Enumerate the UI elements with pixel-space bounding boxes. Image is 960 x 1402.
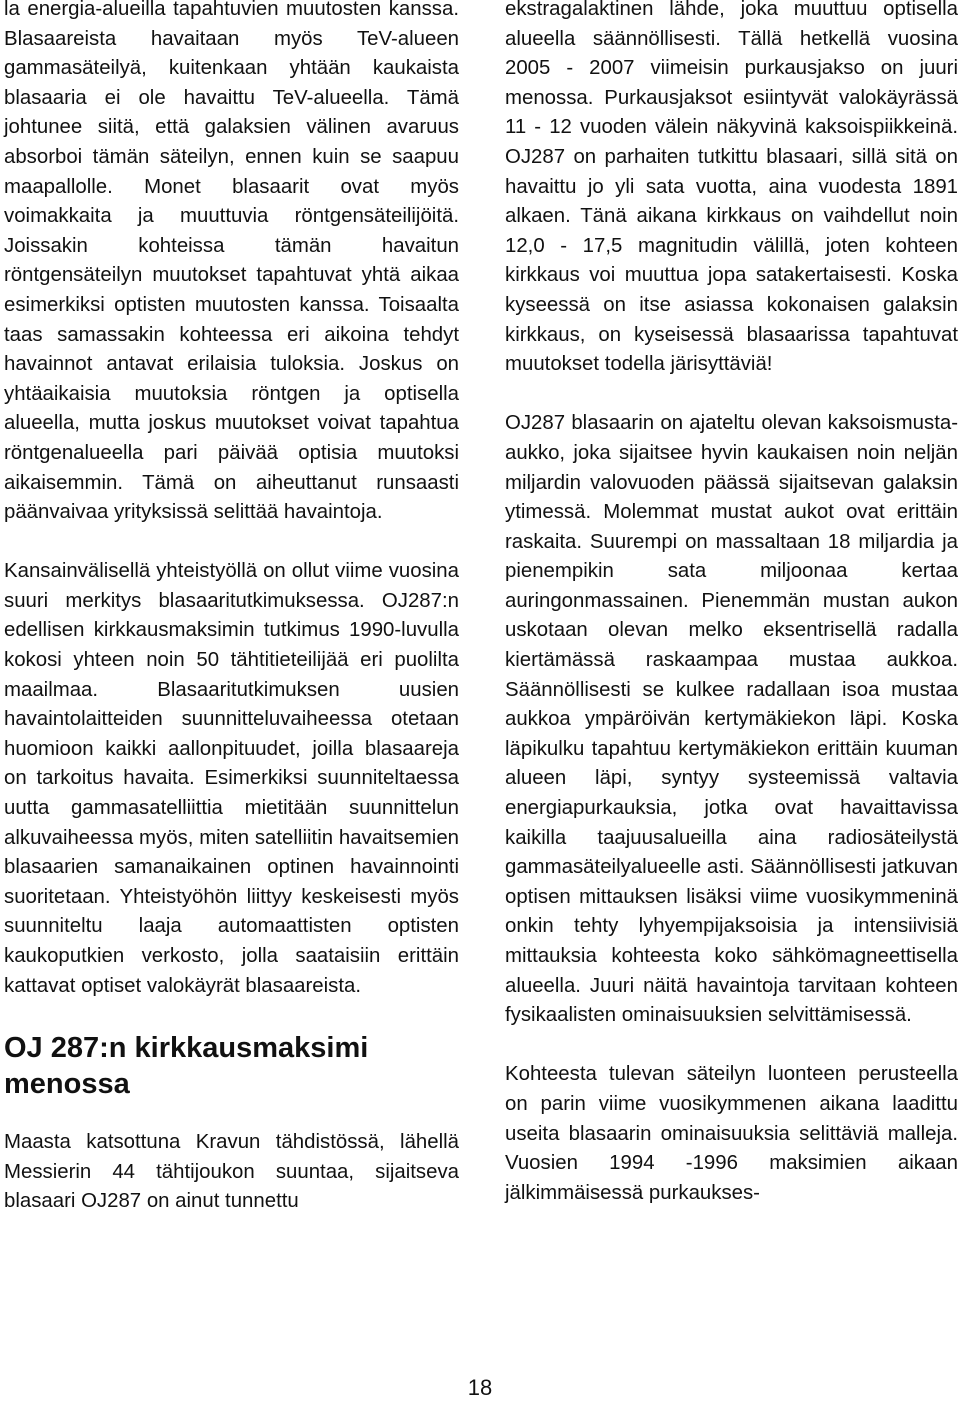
body-paragraph: Maasta katsottuna Kravun tähdistössä, lähellä Messierin 44 tähtijoukon suuntaa, sijaitseva blasaari OJ287 on ainut tunnettu	[4, 1131, 459, 1213]
page-number: 18	[467, 1375, 493, 1400]
left-column	[4, 0, 459, 1217]
body-paragraph: Kohteesta tulevan säteilyn luonteen perusteella on parin viime vuosikymmenen aikana laadittu useita blasaarin ominaisuuksia selittäviä malleja. Vuosien 1994 -1996 maksimien aikaan jälkimmäisessä purkaukses-	[505, 1063, 958, 1204]
right-column	[505, 0, 958, 1208]
body-paragraph: OJ287 blasaarin on ajateltu olevan kaksoismusta-aukko, joka sijaitsee hyvin kaukaisen noin neljän miljardin valovuoden päässä sijaitsevan galaksin ytimessä. Molemmat mustat aukot ovat erittäin raskaita. Suurempi on massaltaan 18 miljardia ja pienempikin sata miljoonaa kertaa auringonmassainen. Pienemmän mustan aukon uskotaan olevan melko eksentrisellä radalla kiertämässä raskaampaa mustaa aukkoa. Säännöllisesti se kulkee radallaan isoa mustaa aukkoa ympäröivän kertymäkiekon läpi. Koska läpikulku tapahtuu kertymäkiekon erittäin kuuman alueen läpi, syntyy systeemissä valtavia energiapurkauksia, jotka ovat havaittavissa kaikilla taajuusalueilla aina radiosäteilystä gammasäteilyalueelle asti. Säännöllisesti jatkuvan optisen mittauksen lisäksi viime vuosikymmeninä onkin tehty lyhyempijaksoisia ja intensiivisiä mittauksia kohteesta koko sähkömagneettisella alueella. Juuri näitä havaintoja tarvitaan kohteen fysikaalisten ominaisuuksien selvittämisessä.	[505, 412, 958, 1027]
body-paragraph: Kansainvälisellä yhteistyöllä on ollut viime vuosina suuri merkitys blasaaritutkimuksessa. OJ287:n edellisen kirkkausmaksimin tutkimus 1990-luvulla kokosi yhteen noin 50 tähtitieteilijää eri puolilta maailmaa. Blasaaritutkimuksen uusien havaintolaitteiden suunnitteluvaiheessa otetaan huomioon kaikki aallonpituudet, joilla blasaareja on tarkoitus havaita. Esimerkiksi suunniteltaessa uutta gammasatelliittia mietitään suunnittelun alkuvaiheessa myös, miten satelliitin havaitsemien blasaarien samanaikainen optinen havainnointi suoritetaan. Yhteistyöhön liittyy keskeisesti myös suunniteltu laaja automaattisten optisten kaukoputkien verkosto, jolla saataisiin erittäin kattavat optiset valokäyrät blasaareista.	[4, 560, 459, 997]
body-paragraph: ekstragalaktinen lähde, joka muuttuu optisella alueella säännöllisesti. Tällä hetkellä vuosina 2005 - 2007 viimeisin purkausjakso on juuri menossa. Purkausjaksot esiintyvät valokäyrässä 11 - 12 vuoden välein näkyvinä kaksoispiikkeinä. OJ287 on parhaiten tutkittu blasaari, sillä sitä on havaittu jo yli sata vuotta, aina vuodesta 1891 alkaen. Tänä aikana kirkkaus on vaihdellut noin 12,0 - 17,5 magnitudin välillä, joten kohteen kirkkaus voi muuttua jopa satakertaisesti. Koska kyseessä on itse asiassa kokonaisen galaksin kirkkaus, on kyseisessä blasaarissa tapahtuvat muutokset todella järisyttäviä!	[505, 0, 958, 376]
body-paragraph: la energia-alueilla tapahtuvien muutosten kanssa. Blasaareista havaitaan myös TeV-alueen gammasäteilyä, kuitenkaan yhtään kaukaista blasaaria ei ole havaittu TeV-alueella. Tämä johtunee siitä, että galaksien välinen avaruus absorboi tämän säteilyn, ennen kuin se saapuu maapallolle. Monet blasaarit ovat myös voimakkaita ja muuttuvia röntgensäteilijöitä. Joissakin kohteissa tämän havaitun röntgensäteilyn muutokset tapahtuvat yhtä aikaa esimerkiksi optisten muutosten kanssa. Toisaalta taas samassakin kohteessa eri aikoina tehdyt havainnot antavat erilaisia tuloksia. Joskus on yhtäaikaisia muutoksia röntgen ja optisella alueella, mutta joskus muutokset voivat tapahtua röntgenalueella pari päivää optisia muutoksi aikaisemmin. Tämä on aiheuttanut runsaasti päänvaivaa yrityksissä selittää havaintoja.	[4, 0, 459, 524]
section-heading: OJ 287:n kirkkausmaksimi menossa	[4, 1032, 369, 1101]
